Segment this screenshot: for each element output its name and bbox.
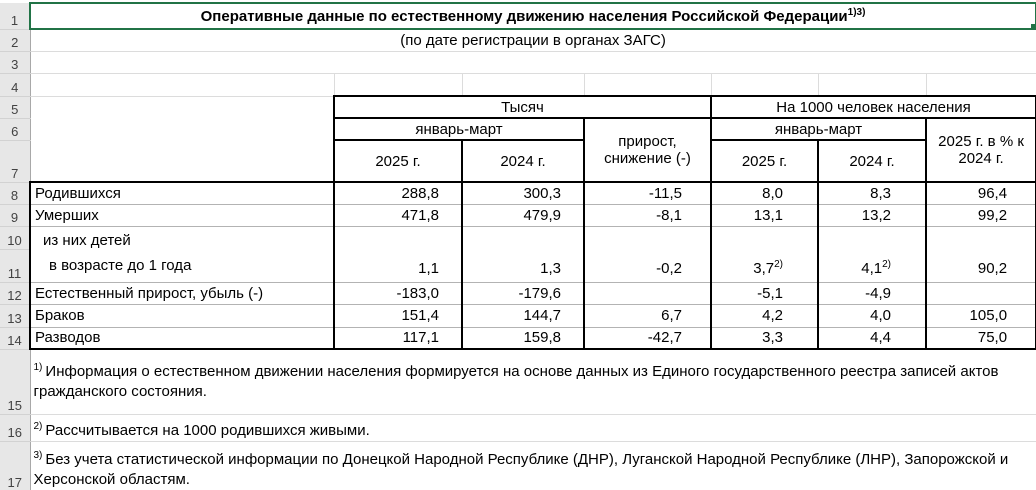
cell-marriages-per1000-2024[interactable]: 4,0 (818, 304, 926, 327)
cell-infant-change[interactable]: -0,2 (584, 226, 711, 282)
row-header-7[interactable]: 7 (0, 140, 30, 182)
row-header-16[interactable]: 16 (0, 414, 30, 441)
header-pct-line1: 2025 г. в % к (938, 133, 1024, 150)
footnote-2-text: Рассчитывается на 1000 родившихся живыми. (45, 421, 370, 439)
cell-natural-increase-thousands-2025[interactable]: -183,0 (334, 282, 462, 304)
cell-divorces-label[interactable]: Разводов (30, 327, 334, 349)
header-group-per1000[interactable]: На 1000 человек населения (711, 96, 1036, 118)
cell-infant-label-line1: из них детей (43, 231, 131, 249)
page-title: Оперативные данные по естественному движению населения Российской Федерации (200, 8, 848, 25)
row-16 (0, 414, 1036, 441)
row-header-2[interactable]: 2 (0, 29, 30, 51)
cell-deaths-pct[interactable]: 99,2 (926, 204, 1036, 226)
row-5 (0, 96, 1036, 118)
title-superscript: 1)3) (847, 7, 866, 18)
cell-marriages-label[interactable]: Браков (30, 304, 334, 327)
cell-divorces-change[interactable]: -42,7 (584, 327, 711, 349)
row-header-13[interactable]: 13 (0, 304, 30, 327)
row-6 (0, 118, 1036, 140)
cell-births-thousands-2025[interactable]: 288,8 (334, 182, 462, 204)
cell-natural-increase-per1000-2024[interactable]: -4,9 (818, 282, 926, 304)
row-4 (0, 73, 1036, 96)
empty-cell[interactable] (818, 73, 926, 96)
row-header-1[interactable]: 1 (0, 3, 30, 29)
cell-divorces-pct[interactable]: 75,0 (926, 327, 1036, 349)
worksheet-grid (0, 2, 1036, 490)
row-14 (0, 327, 1036, 349)
cell-births-change[interactable]: -11,5 (584, 182, 711, 204)
cell-infant-per1000-2025-sup: 2) (774, 258, 783, 270)
header-group-thousands[interactable]: Тысяч (334, 96, 711, 118)
row-header-17[interactable]: 17 (0, 441, 30, 490)
cell-infant-per1000-2024-sup: 2) (882, 258, 891, 270)
cell-natural-increase-per1000-2025[interactable]: -5,1 (711, 282, 818, 304)
cell-deaths-per1000-2025[interactable]: 13,1 (711, 204, 818, 226)
footnote-2[interactable] (30, 414, 1036, 441)
cell-births-pct[interactable]: 96,4 (926, 182, 1036, 204)
header-change[interactable] (584, 118, 711, 182)
cell-divorces-thousands-2025[interactable]: 117,1 (334, 327, 462, 349)
cell-deaths-thousands-2024[interactable]: 479,9 (462, 204, 584, 226)
cell-infant-pct[interactable]: 90,2 (926, 226, 1036, 282)
cell-infant-per1000-2024[interactable] (818, 226, 926, 282)
cell-infant-label-line2: в возрасте до 1 года (49, 256, 192, 274)
footnote-1-text: Информация о естественном движении населения формируется на основе данных из Единого государственного реестра записей актов гражданского состояния. (33, 363, 999, 400)
cell-natural-increase-pct[interactable] (926, 282, 1036, 304)
cell-natural-increase-change[interactable] (584, 282, 711, 304)
row-header-5[interactable]: 5 (0, 96, 30, 118)
cell-infant-label[interactable] (30, 226, 334, 282)
subtitle-cell[interactable]: (по дате регистрации в органах ЗАГС) (30, 29, 1036, 51)
cell-marriages-thousands-2025[interactable]: 151,4 (334, 304, 462, 327)
empty-cell[interactable] (30, 96, 334, 118)
header-thousands-2024[interactable]: 2024 г. (462, 140, 584, 182)
header-per1000-2024[interactable]: 2024 г. (818, 140, 926, 182)
cell-marriages-per1000-2025[interactable]: 4,2 (711, 304, 818, 327)
row-2 (0, 29, 1036, 51)
row-header-15[interactable]: 15 (0, 349, 30, 414)
cell-marriages-thousands-2024[interactable]: 144,7 (462, 304, 584, 327)
empty-cell[interactable] (334, 73, 462, 96)
cell-births-thousands-2024[interactable]: 300,3 (462, 182, 584, 204)
empty-cell[interactable] (711, 73, 818, 96)
selection-fill-handle[interactable] (1030, 23, 1036, 29)
row-15 (0, 349, 1036, 414)
cell-infant-per1000-2025-value: 3,7 (753, 259, 775, 277)
cell-marriages-pct[interactable]: 105,0 (926, 304, 1036, 327)
row-header-14[interactable]: 14 (0, 327, 30, 349)
header-thousands-2025[interactable]: 2025 г. (334, 140, 462, 182)
cell-infant-thousands-2025[interactable]: 1,1 (334, 226, 462, 282)
cell-marriages-change[interactable]: 6,7 (584, 304, 711, 327)
row-10 (0, 226, 1036, 249)
cell-deaths-label[interactable]: Умерших (30, 204, 334, 226)
cell-divorces-per1000-2024[interactable]: 4,4 (818, 327, 926, 349)
header-period-thousands[interactable]: январь-март (334, 118, 584, 140)
row-header-11[interactable]: 11 (0, 249, 30, 282)
footnote-3[interactable] (30, 441, 1036, 490)
row-7 (0, 140, 1036, 182)
cell-infant-thousands-2024[interactable]: 1,3 (462, 226, 584, 282)
row-12 (0, 282, 1036, 304)
cell-births-per1000-2025[interactable]: 8,0 (711, 182, 818, 204)
empty-cell[interactable] (30, 118, 334, 140)
cell-divorces-thousands-2024[interactable]: 159,8 (462, 327, 584, 349)
footnote-1-marker: 1) (33, 362, 43, 373)
footnote-2-marker: 2) (33, 420, 43, 432)
header-change-line1: прирост, (618, 133, 677, 150)
empty-cell[interactable] (584, 73, 711, 96)
cell-deaths-thousands-2025[interactable]: 471,8 (334, 204, 462, 226)
empty-cell[interactable] (30, 51, 1036, 73)
row-header-4[interactable]: 4 (0, 73, 30, 96)
empty-cell[interactable] (30, 73, 334, 96)
footnote-1[interactable] (30, 349, 1036, 414)
cell-divorces-per1000-2025[interactable]: 3,3 (711, 327, 818, 349)
header-per1000-2025[interactable]: 2025 г. (711, 140, 818, 182)
empty-cell[interactable] (926, 73, 1036, 96)
footnote-3-text: Без учета статистической информации по Донецкой Народной Республике (ДНР), Луганской Народной Республике (ЛНР), Запорожской и Херсонской областям. (33, 450, 1009, 488)
empty-cell[interactable] (462, 73, 584, 96)
row-header-12[interactable]: 12 (0, 282, 30, 304)
header-pct[interactable] (926, 118, 1036, 182)
footnote-3-marker: 3) (33, 449, 43, 461)
cell-births-per1000-2024[interactable]: 8,3 (818, 182, 926, 204)
cell-natural-increase-label[interactable]: Естественный прирост, убыль (-) (30, 282, 334, 304)
cell-infant-per1000-2024-value: 4,1 (861, 259, 883, 277)
row-9 (0, 204, 1036, 226)
row-3 (0, 51, 1036, 73)
cell-infant-per1000-2025[interactable] (711, 226, 818, 282)
row-1 (0, 3, 1036, 29)
cell-deaths-change[interactable]: -8,1 (584, 204, 711, 226)
row-header-8[interactable]: 8 (0, 182, 30, 204)
header-change-line2: снижение (-) (604, 150, 691, 167)
row-8 (0, 182, 1036, 204)
header-period-per1000[interactable]: январь-март (711, 118, 926, 140)
row-header-9[interactable]: 9 (0, 204, 30, 226)
cell-deaths-per1000-2024[interactable]: 13,2 (818, 204, 926, 226)
row-header-3[interactable]: 3 (0, 51, 30, 73)
header-pct-line2: 2024 г. (958, 150, 1004, 167)
row-17 (0, 441, 1036, 490)
title-cell[interactable] (30, 3, 1036, 29)
row-13 (0, 304, 1036, 327)
cell-natural-increase-thousands-2024[interactable]: -179,6 (462, 282, 584, 304)
row-header-6[interactable]: 6 (0, 118, 30, 140)
empty-cell[interactable] (30, 140, 334, 182)
row-header-10[interactable]: 10 (0, 226, 30, 249)
cell-births-label[interactable]: Родившихся (30, 182, 334, 204)
